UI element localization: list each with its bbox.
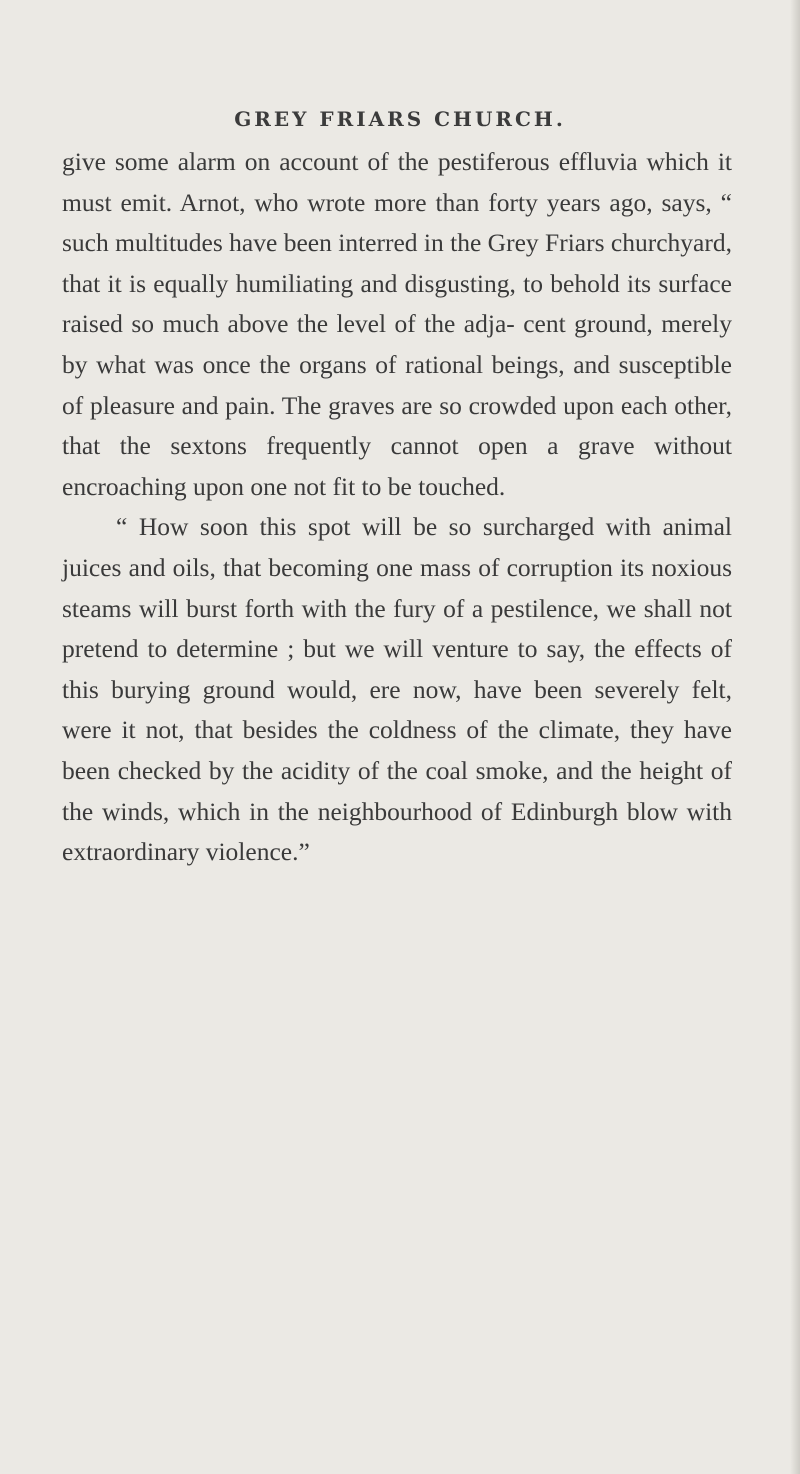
page-edge-shadow [790,0,800,1474]
paragraph-1: give some alarm on account of the pestiferous effluvia which it must emit. Arnot, who wrote more than forty years ago, says, “ such multitudes have been interred in the Grey Friars churchyard, that it is equally humiliating and disgusting, to behold its surface raised so much above the level of the adja- cent ground, merely by what was once the organs of rational beings, and susceptible of pleasure and pain. The graves are so crowded upon each other, that the sextons frequently cannot open a grave without encroaching upon one not fit to be touched. [62,147,732,501]
running-head: GREY FRIARS CHURCH. [234,107,566,131]
body-text [62,142,732,873]
paragraph-2: “ How soon this spot will be so surcharged with animal juices and oils, that becoming one mass of corruption its noxious steams will burst forth with the fury of a pestilence, we shall not pretend to determine ; but we will venture to say, the effects of this burying ground would, ere now, have been severely felt, were it not, that besides the coldness of the climate, they have been checked by the acidity of the coal smoke, and the height of the winds, which in the neighbourhood of Edinburgh blow with extraordinary violence.” [62,512,732,867]
